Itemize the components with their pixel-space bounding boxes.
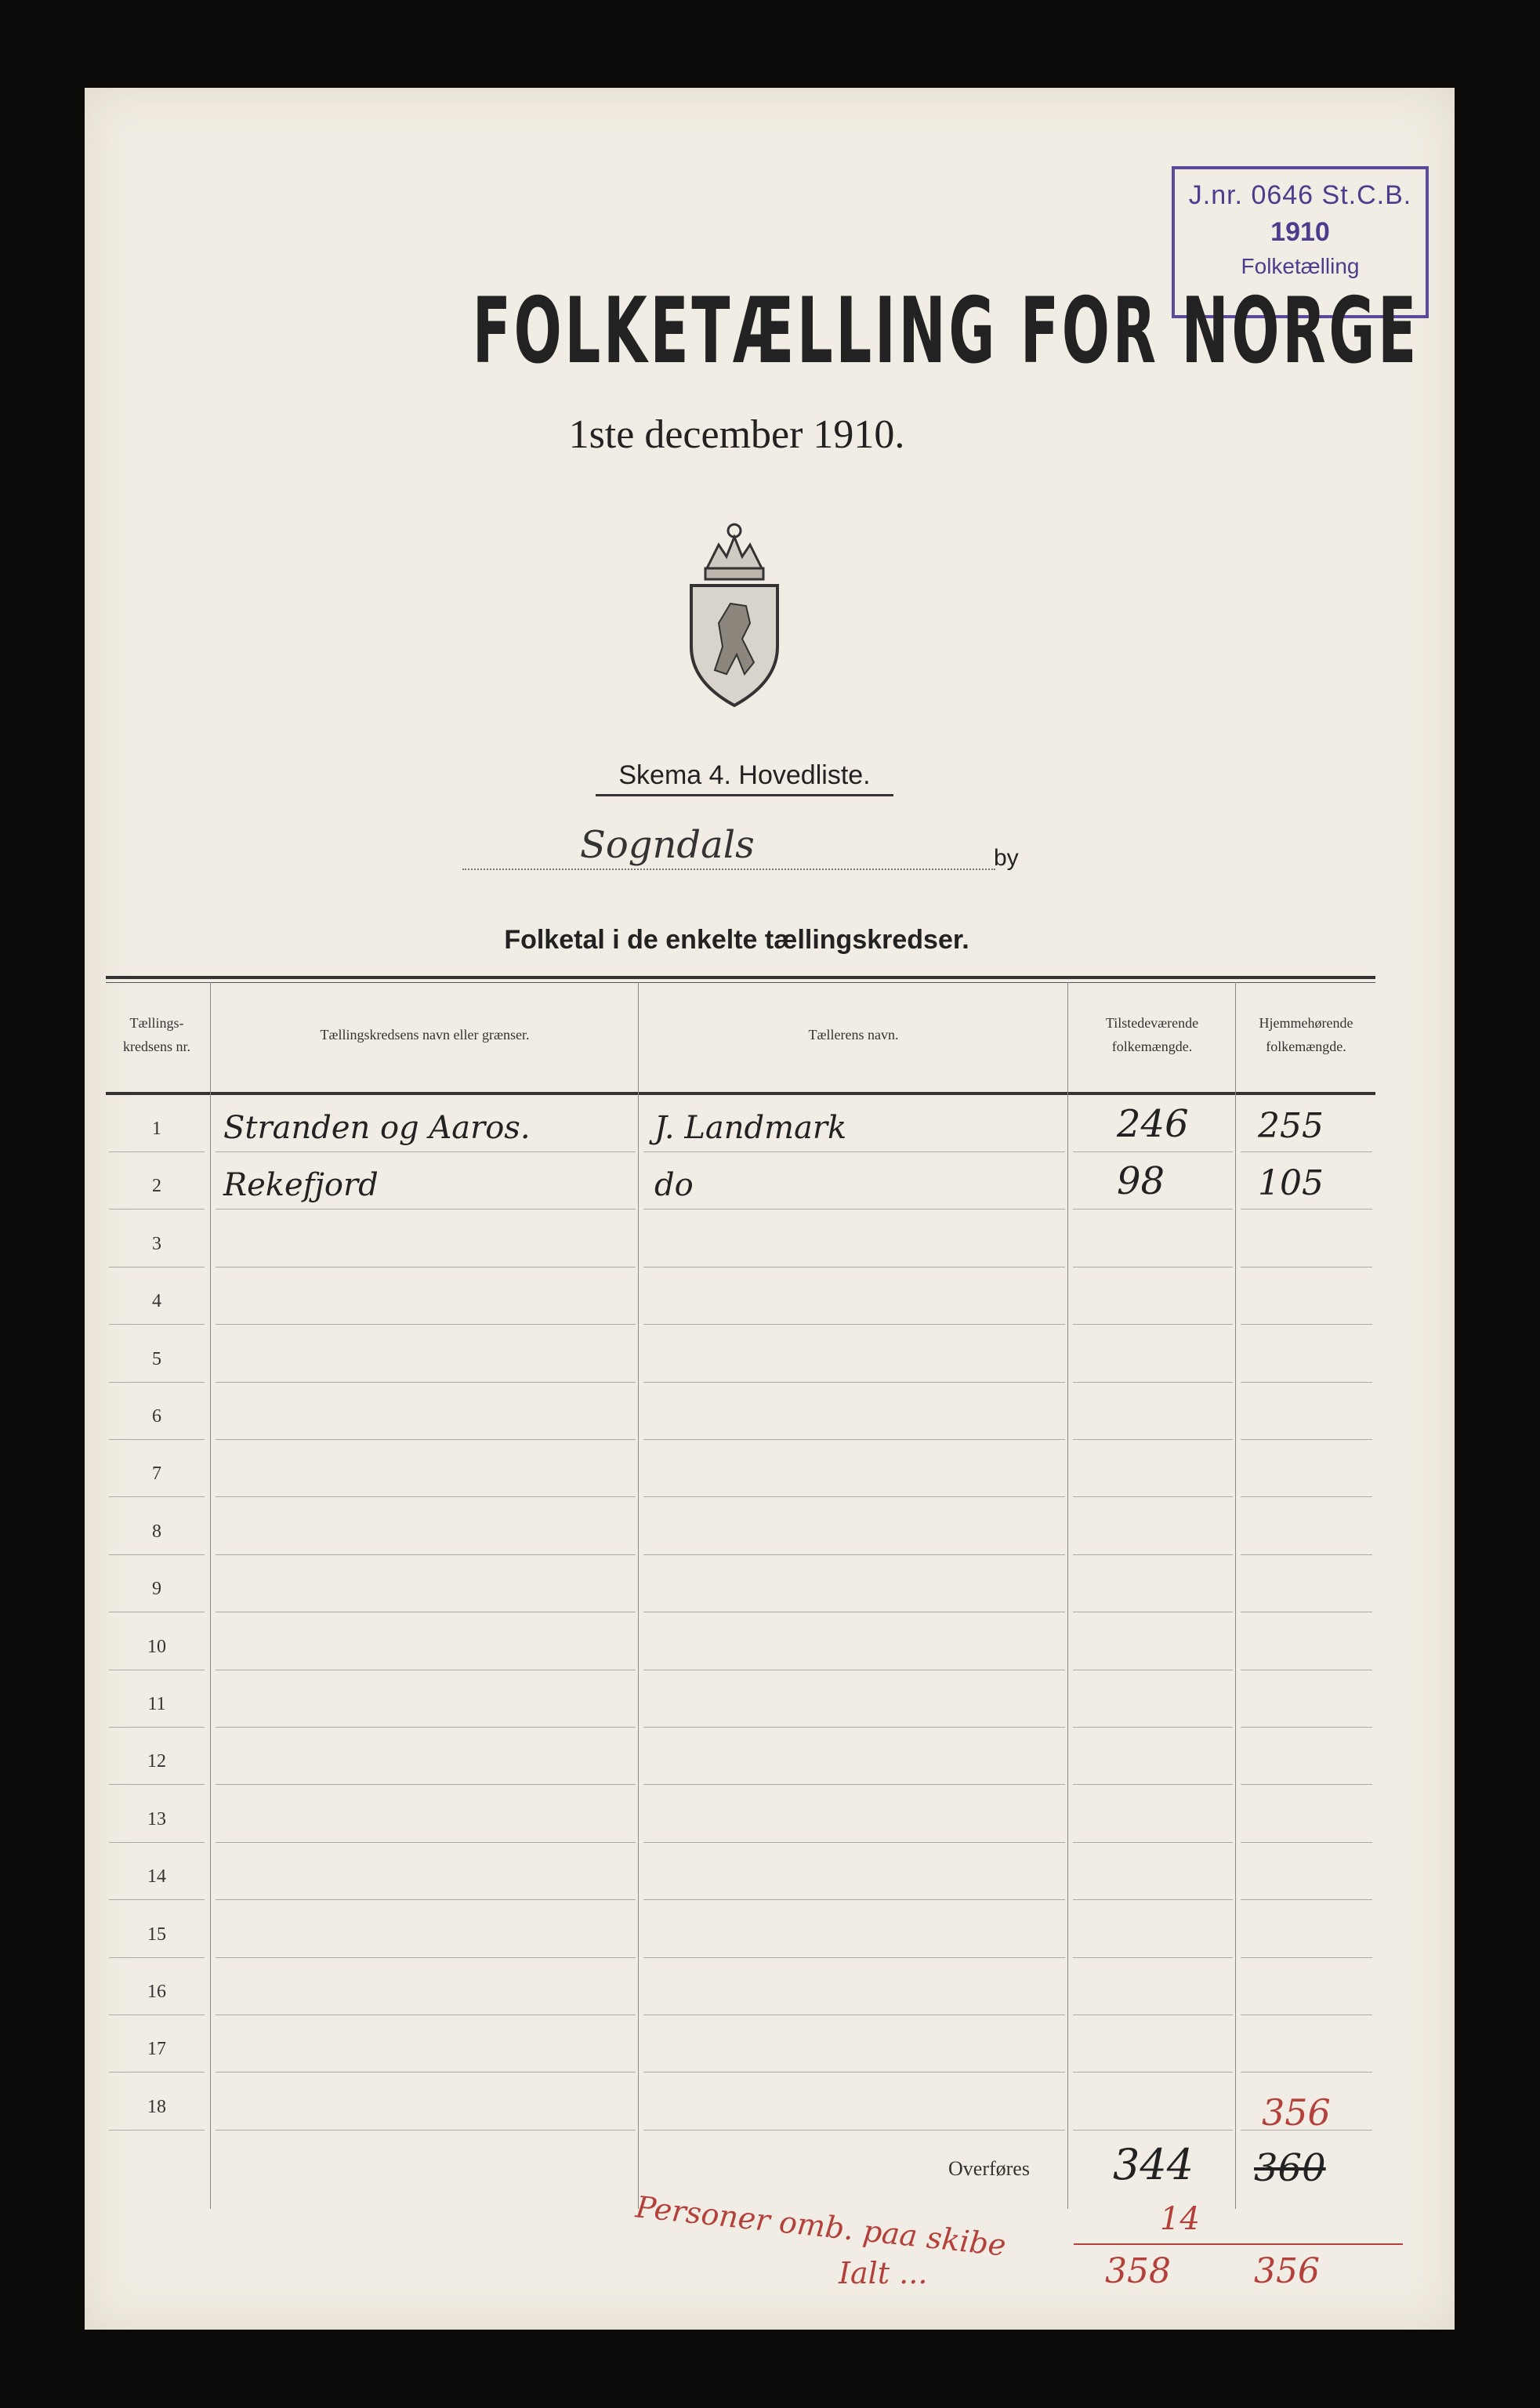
table-cell-line bbox=[1073, 1670, 1233, 1728]
table-cell-line bbox=[216, 2073, 636, 2131]
table-cell-line bbox=[643, 1785, 1065, 1843]
row-number: 6 bbox=[152, 1406, 161, 1427]
table-cell-line bbox=[1073, 2073, 1233, 2131]
row-number: 10 bbox=[147, 1636, 166, 1657]
table-cell-line bbox=[216, 1957, 636, 2015]
table-cell-line bbox=[1241, 1325, 1372, 1383]
row-number: 8 bbox=[152, 1521, 161, 1542]
note-tilstede: 14 bbox=[1160, 2201, 1200, 2237]
col-header-navn: Tællingskredsens navn eller grænser. bbox=[320, 1027, 530, 1043]
table-row bbox=[106, 1958, 1375, 2015]
table-cell-line bbox=[643, 1497, 1065, 1555]
table-row bbox=[106, 1728, 1375, 1785]
sum-hjemme: 356 bbox=[1254, 2251, 1320, 2291]
row-tilstede: 98 bbox=[1117, 1159, 1165, 1204]
table-cell-line bbox=[1073, 1209, 1233, 1267]
table-cell-line bbox=[643, 1151, 1065, 1209]
sum-rule bbox=[1074, 2243, 1403, 2245]
stamp-journal-number: J.nr. 0646 St.C.B. bbox=[1188, 180, 1412, 210]
table-cell-line bbox=[1241, 1439, 1372, 1497]
table-cell-line bbox=[1241, 1497, 1372, 1555]
table-cell-line bbox=[1073, 1900, 1233, 1958]
table-cell-line bbox=[216, 1900, 636, 1958]
table-cell-line bbox=[216, 1497, 636, 1555]
table-cell-line bbox=[216, 1554, 636, 1612]
table-cell-line bbox=[216, 1785, 636, 1843]
stamp-label: Folketælling bbox=[1241, 254, 1360, 278]
table-cell-line bbox=[643, 1267, 1065, 1325]
row-number: 17 bbox=[147, 2039, 166, 2060]
table-top-rule bbox=[106, 976, 1375, 979]
row-number: 1 bbox=[152, 1119, 161, 1139]
row-number: 4 bbox=[152, 1291, 161, 1312]
table-row bbox=[106, 1670, 1375, 1728]
table-cell-line bbox=[216, 1209, 636, 1267]
table-cell-line bbox=[1073, 1612, 1233, 1670]
table-heading: Folketal i de enkelte tællingskredser. bbox=[504, 925, 969, 955]
table-cell-line bbox=[643, 1209, 1065, 1267]
row-number: 16 bbox=[147, 1982, 166, 2002]
table-cell-line bbox=[643, 2073, 1065, 2131]
row-number: 15 bbox=[147, 1924, 166, 1945]
table-cell-line bbox=[1073, 1554, 1233, 1612]
row-hjemme: 105 bbox=[1258, 1163, 1324, 1204]
table-row bbox=[106, 1901, 1375, 1958]
page-subtitle: 1ste december 1910. bbox=[568, 412, 905, 457]
table-cell-line bbox=[1241, 1612, 1372, 1670]
table-cell-line bbox=[1241, 1670, 1372, 1728]
table-cell-line bbox=[216, 1382, 636, 1440]
table-cell-line bbox=[1241, 2015, 1372, 2073]
table-cell-line bbox=[1241, 1785, 1372, 1843]
row-number: 9 bbox=[152, 1579, 161, 1600]
row-number: 2 bbox=[152, 1176, 161, 1197]
table-cell-line bbox=[1241, 1267, 1372, 1325]
table-cell-line bbox=[643, 1842, 1065, 1900]
table-cell-line bbox=[1073, 1957, 1233, 2015]
table-cell-line bbox=[643, 1439, 1065, 1497]
col-header-hjemme: Hjemmehørende folkemængde. bbox=[1259, 1015, 1353, 1054]
table-cell-line bbox=[1073, 1727, 1233, 1785]
row-number: 11 bbox=[147, 1694, 166, 1714]
table-row bbox=[106, 1786, 1375, 1843]
overfores-hjemme: 360 bbox=[1254, 2146, 1326, 2190]
table-cell-line bbox=[1241, 1209, 1372, 1267]
table-cell-line bbox=[643, 1554, 1065, 1612]
table-cell-line bbox=[643, 1727, 1065, 1785]
table-cell-line bbox=[643, 1612, 1065, 1670]
table-cell-line bbox=[1073, 1497, 1233, 1555]
table-cell-line bbox=[1241, 1554, 1372, 1612]
table-cell-line bbox=[1073, 1842, 1233, 1900]
table-cell-line bbox=[643, 1670, 1065, 1728]
table-cell-line bbox=[643, 1382, 1065, 1440]
table-cell-line bbox=[1073, 1382, 1233, 1440]
sum-tilstede: 358 bbox=[1105, 2251, 1171, 2291]
row-hjemme: 255 bbox=[1258, 1106, 1324, 1146]
sum-label: Ialt ... bbox=[839, 2256, 928, 2290]
table-row bbox=[106, 1843, 1375, 1900]
row-teller: J. Landmark bbox=[654, 1110, 847, 1146]
table-cell-line bbox=[1073, 2015, 1233, 2073]
col-header-teller: Tællerens navn. bbox=[808, 1027, 899, 1043]
table-row bbox=[106, 1498, 1375, 1555]
table-cell-line bbox=[1241, 1382, 1372, 1440]
table-cell-line bbox=[643, 1957, 1065, 2015]
col-header-tilstede: Tilstedeværende folkemængde. bbox=[1105, 1015, 1199, 1054]
table-row bbox=[106, 1325, 1375, 1383]
table-top-rule-thin bbox=[106, 982, 1375, 983]
col-header-nr: Tællings-kredsens nr. bbox=[123, 1015, 190, 1054]
table-row bbox=[106, 2015, 1375, 2073]
row-number: 14 bbox=[147, 1866, 166, 1888]
page-title: FOLKETÆLLING FOR NORGE bbox=[472, 278, 1419, 384]
table-cell-line bbox=[216, 1670, 636, 1728]
table-cell-line bbox=[1073, 1785, 1233, 1843]
row-number: 18 bbox=[147, 2096, 166, 2117]
table-row bbox=[106, 1095, 1375, 1152]
table-cell-line bbox=[216, 1612, 636, 1670]
table-cell-line bbox=[216, 1325, 636, 1383]
table-cell-line bbox=[1073, 1325, 1233, 1383]
table-row bbox=[106, 1210, 1375, 1267]
table-row bbox=[106, 1383, 1375, 1440]
correction-hjemme: 356 bbox=[1262, 2091, 1331, 2134]
overfores-tilstede: 344 bbox=[1113, 2140, 1194, 2189]
table-cell-line bbox=[643, 2015, 1065, 2073]
table-cell-line bbox=[1241, 1842, 1372, 1900]
table-row bbox=[106, 2073, 1375, 2131]
norway-coat-of-arms-icon bbox=[676, 513, 793, 709]
city-suffix: by bbox=[994, 845, 1019, 871]
table-cell-line bbox=[1241, 1900, 1372, 1958]
row-navn: Rekefjord bbox=[223, 1167, 379, 1204]
row-number: 7 bbox=[152, 1463, 161, 1485]
note-label: Personer omb. paa skibe bbox=[634, 2189, 1008, 2263]
row-navn: Stranden og Aaros. bbox=[223, 1110, 531, 1146]
row-number: 13 bbox=[147, 1808, 166, 1830]
table-cell-line bbox=[216, 1267, 636, 1325]
row-number: 5 bbox=[152, 1348, 161, 1369]
table-cell-line bbox=[1073, 1439, 1233, 1497]
table-cell-line bbox=[643, 1325, 1065, 1383]
table-cell-line bbox=[1241, 1957, 1372, 2015]
table-row bbox=[106, 1152, 1375, 1209]
form-schema-label: Skema 4. Hovedliste. bbox=[596, 760, 893, 796]
table-row bbox=[106, 1440, 1375, 1497]
city-name: Sogndals bbox=[580, 823, 755, 867]
table-row bbox=[106, 1267, 1375, 1325]
table-cell-line bbox=[216, 1842, 636, 1900]
row-tilstede: 246 bbox=[1117, 1102, 1189, 1146]
table-cell-line bbox=[1073, 1267, 1233, 1325]
stamp-year: 1910 bbox=[1270, 217, 1330, 247]
table-cell-line bbox=[216, 1727, 636, 1785]
table-cell-line bbox=[1241, 1727, 1372, 1785]
overfores-label: Overføres bbox=[948, 2157, 1030, 2180]
table-cell-line bbox=[643, 1900, 1065, 1958]
row-teller: do bbox=[654, 1167, 694, 1204]
table-row bbox=[106, 1555, 1375, 1612]
table-row bbox=[106, 1613, 1375, 1670]
table-cell-line bbox=[216, 1439, 636, 1497]
row-number: 12 bbox=[147, 1751, 166, 1772]
row-number: 3 bbox=[152, 1233, 161, 1254]
table-cell-line bbox=[216, 2015, 636, 2073]
